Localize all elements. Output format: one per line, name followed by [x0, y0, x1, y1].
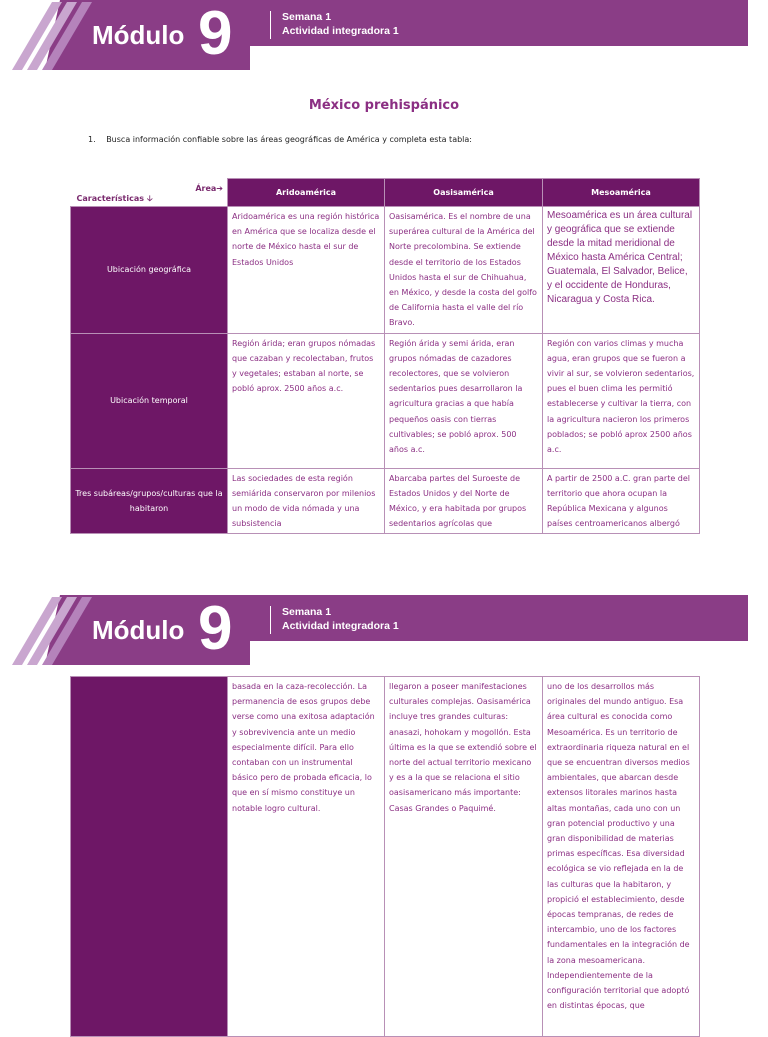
column-header-oasisamerica: Oasisamérica	[385, 179, 543, 207]
table-cell: Región con varios climas y mucha agua, eran grupos que se fueron a vivir al sur, se volvieron sedentarios, pues el buen clima les permitió establecerse y cultivar la tierra, con la agricultura nacieron los primeros poblados; se pobló aprox 2500 años a.c.	[543, 333, 700, 468]
module-header-banner	[0, 0, 748, 70]
module-label: Módulo	[92, 615, 185, 645]
row-header-continuation	[71, 677, 228, 1037]
table-row	[71, 468, 700, 534]
column-header-aridoamerica: Aridoamérica	[228, 179, 385, 207]
row-header-temporal: Ubicación temporal	[71, 333, 228, 468]
row-header-geographic: Ubicación geográfica	[71, 207, 228, 334]
header-divider	[270, 11, 271, 39]
table-cell: Abarcaba partes del Suroeste de Estados Unidos y del Norte de México, y era habitada por grupos sedentarios agrícolas que	[385, 468, 543, 534]
table-cell: llegaron a poseer manifestaciones culturales complejas. Oasisamérica incluye tres grandes culturas: anasazi, hohokam y mogollón. Esta última es la que se extendió sobre el norte del actual territorio mexicano y es a la que se relaciona el sitio oasisamericano más importante: Casas Grandes o Paquimé.	[385, 677, 543, 1037]
module-number: 9	[198, 0, 233, 68]
activity-label: Actividad integradora 1	[282, 25, 399, 37]
instruction-text: Busca información confiable sobre las áreas geográficas de América y completa esta tabla:	[106, 135, 472, 144]
table-cell: basada en la caza-recolección. La permanencia de esos grupos debe verse como una exitosa adaptación y sobrevivencia ante un medio especialmente difícil. Para ello contaban con un instrumental básico pero de probada eficacia, lo que en sí mismo constituye un notable logro cultural.	[228, 677, 385, 1037]
week-label: Semana 1	[282, 606, 332, 618]
table-cell: uno de los desarrollos más originales del mundo antiguo. Esa área cultural es conocida como Mesoamérica. Es un territorio de extraordinaria riqueza natural en el que se encuentran diversos medios ambientales, que abarcan desde extensos litorales marinos hasta altas montañas, cada uno con un gran potencial productivo y una gran disponibilidad de materias primas específicas. Esa diversidad ecológica se vio reflejada en la de las culturas que la habitaron, y propició el establecimiento, desde épocas tempranas, de redes de intercambio, uno de los factores fundamentales en la integración de la zona mesoamericana. Independientemente de la configuración territorial que adoptó en distintas épocas, que	[543, 677, 700, 1037]
activity-label: Actividad integradora 1	[282, 620, 399, 632]
area-label: Área➔	[195, 183, 223, 193]
table-cell: Las sociedades de esta región semiárida conservaron por milenios un modo de vida nómada y una subsistencia	[228, 468, 385, 534]
column-header-mesoamerica: Mesoamérica	[543, 179, 700, 207]
module-label: Módulo	[92, 20, 185, 50]
row-header-subareas: Tres subáreas/grupos/culturas que la habitaron	[71, 468, 228, 534]
table-cell: Oasisamérica. Es el nombre de una superárea cultural de la América del Norte precolombina. Se extiende desde el territorio de los Estados Unidos hasta el sur de Chihuahua, en México, y desde la costa del golfo de California hasta el valle del río Bravo.	[385, 207, 543, 334]
table-cell: Región árida y semi árida, eran grupos nómadas de cazadores recolectores, que se volvieron sedentarios pues desarrollaron la agricultura gracias a que había pequeños oasis con tierras cultivables; se pobló aprox. 500 años a.c.	[385, 333, 543, 468]
table-cell: A partir de 2500 a.C. gran parte del territorio que ahora ocupan la República Mexicana y algunos países centroamericanos albergó	[543, 468, 700, 534]
table-cell: Mesoamérica es un área cultural y geográfica que se extiende desde la mitad meridional de México hasta América Central; Guatemala, El Salvador, Belice, y el occidente de Honduras, Nicaragua y Costa Rica.	[543, 207, 700, 334]
table-row	[71, 207, 700, 334]
arrow-down-icon: 🡣	[146, 193, 153, 203]
instruction-number: 1.	[88, 135, 96, 144]
table-cell: Región árida; eran grupos nómadas que cazaban y recolectaban, frutos y vegetales; estaban al norte, se pobló aprox. 2500 años a.c.	[228, 333, 385, 468]
table-row	[71, 677, 700, 1037]
characteristics-label: Características 🡣	[76, 193, 153, 203]
arrow-right-icon: ➔	[216, 183, 223, 193]
areas-table	[70, 178, 700, 534]
table-cell: Aridoamérica es una región histórica en América que se localiza desde el norte de México hasta el sur de Estados Unidos	[228, 207, 385, 334]
week-label: Semana 1	[282, 11, 332, 23]
header-divider	[270, 606, 271, 634]
page-title: México prehispánico	[308, 98, 460, 113]
instruction	[88, 135, 472, 144]
module-header-banner	[0, 595, 748, 665]
table-row	[71, 333, 700, 468]
table-corner	[71, 179, 228, 207]
module-number: 9	[198, 594, 233, 663]
areas-table-continuation	[70, 676, 700, 1037]
